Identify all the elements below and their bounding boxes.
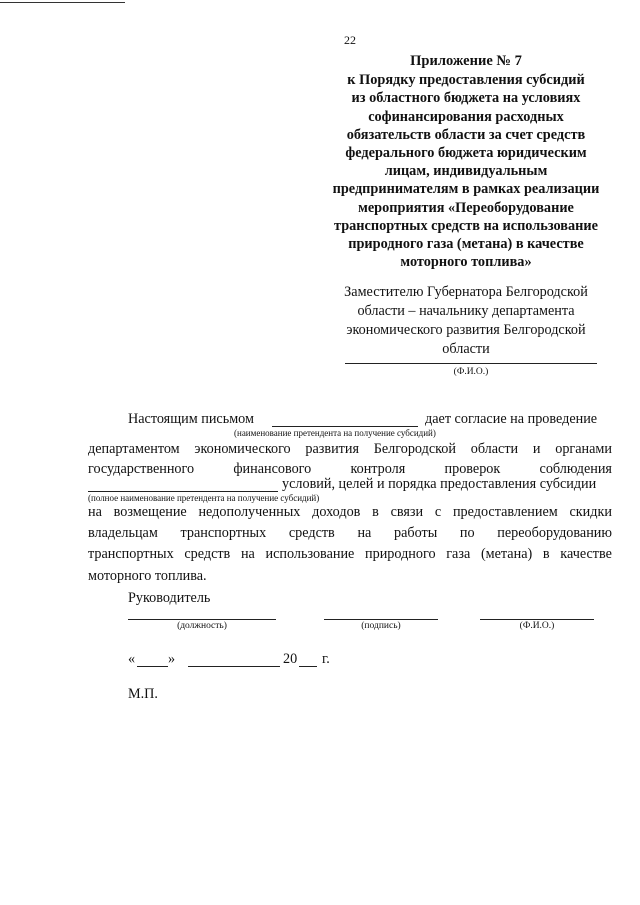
word: по [459, 525, 475, 542]
fio-caption: (Ф.И.О.) [519, 621, 555, 631]
appendix-line: софинансирования расходных [368, 108, 564, 125]
word: Белгородской [373, 441, 456, 457]
page-number: 22 [344, 33, 356, 47]
word: в [372, 504, 379, 520]
date-close-quote: » [168, 651, 176, 667]
appendix-line: предпринимателям в рамках реализации [332, 181, 600, 198]
word: соблюдения [539, 461, 612, 477]
date-month-blank[interactable] [188, 666, 280, 667]
appendix-line: к Порядку предоставления субсидий [347, 72, 585, 89]
signature-caption: (подпись) [361, 621, 401, 631]
appendix-line: мероприятия «Переоборудование [358, 199, 574, 216]
date-day-blank[interactable] [137, 666, 168, 667]
word: работы [394, 525, 438, 542]
signatory-heading: Руководитель [128, 590, 211, 606]
signature-blank[interactable] [324, 619, 438, 620]
word: органами [555, 441, 612, 457]
word: на [240, 546, 255, 563]
word: возмещение [113, 504, 187, 520]
appendix-line: моторного топлива» [400, 254, 532, 271]
addressee-line: области [442, 341, 490, 357]
word: использование [265, 546, 355, 563]
word: с [434, 504, 442, 520]
appendix-header [316, 52, 616, 271]
word: газа [446, 546, 471, 563]
scan-artifact-line [0, 2, 125, 3]
word: скидки [569, 504, 612, 520]
body-line [88, 502, 612, 523]
addressee-line: Заместителю Губернатора Белгородской [344, 284, 588, 300]
word: переоборудованию [497, 525, 612, 542]
appendix-line: обязательств области за счет средств [346, 126, 586, 143]
date-year-prefix: 20 [283, 651, 298, 667]
word: и [532, 441, 541, 457]
stamp-place: М.П. [128, 686, 158, 702]
word: природного [365, 546, 436, 563]
appendix-line: из областного бюджета на условиях [351, 90, 581, 107]
word: предоставлением [452, 504, 558, 520]
addressee-block [316, 283, 616, 359]
word: развития [305, 441, 359, 457]
word: средств [288, 525, 335, 542]
word: средств [184, 546, 231, 563]
addressee-fio-blank[interactable] [345, 363, 597, 364]
letter-body [88, 502, 612, 587]
addressee-line: экономического развития Белгородской [346, 322, 586, 338]
word: (метана) [480, 546, 533, 563]
body-line [88, 544, 612, 565]
full-name-caption: (полное наименование претендента на получение субсидий) [88, 493, 320, 503]
appendix-line: федерального бюджета юридическим [345, 145, 587, 162]
word: в [542, 546, 550, 563]
word: финансового [233, 461, 312, 477]
word: доходов [312, 504, 361, 520]
word: на [357, 525, 372, 542]
word: департаментом [88, 441, 180, 457]
word: владельцам [88, 525, 158, 542]
appendix-line: лицам, индивидуальным [384, 163, 548, 180]
full-name-blank[interactable] [88, 491, 278, 492]
body-last-line: моторного топлива. [88, 567, 207, 584]
word: на [88, 504, 102, 520]
word: государственного [88, 461, 195, 477]
position-blank[interactable] [128, 619, 276, 620]
applicant-name-caption: (наименование претендента на получение субсидий) [234, 428, 436, 438]
word: транспортных [180, 525, 267, 542]
body-line [88, 523, 612, 544]
applicant-name-blank[interactable] [272, 426, 418, 427]
word: экономического [194, 441, 291, 457]
date-year-blank[interactable] [299, 666, 317, 667]
word: недополученных [198, 504, 301, 520]
letter-consent: дает согласие на проведение [425, 411, 598, 427]
addressee-fio-caption: (Ф.И.О.) [453, 367, 489, 377]
appendix-line: природного газа (метана) в качестве [348, 236, 584, 253]
position-caption: (должность) [177, 621, 227, 631]
letter-line-2 [88, 441, 612, 458]
letter-intro: Настоящим письмом [128, 411, 254, 427]
word: контроля [350, 461, 406, 477]
word: проверок [444, 461, 501, 477]
word: области [470, 441, 519, 457]
fio-blank[interactable] [480, 619, 594, 620]
date-open-quote: « [128, 651, 136, 667]
addressee-line: области – начальнику департамента [357, 303, 575, 319]
date-year-suffix: г. [322, 651, 330, 667]
word: качестве [560, 546, 612, 563]
word: связи [390, 504, 424, 520]
appendix-line: транспортных средств на использование [334, 217, 598, 234]
appendix-title: Приложение № 7 [410, 53, 522, 69]
letter-conditions: условий, целей и порядка предоставления субсидии [282, 476, 597, 492]
word: транспортных [88, 546, 174, 563]
